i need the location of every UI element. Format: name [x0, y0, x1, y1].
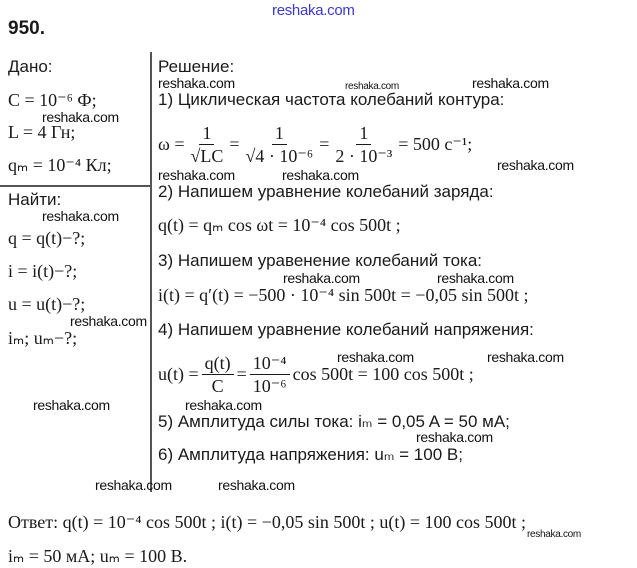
watermark: reshaka.com: [497, 157, 574, 173]
watermark: reshaka.com: [158, 75, 235, 91]
voltage-formula: [158, 352, 474, 397]
step-1: 1) Циклическая частота колебаний контура:: [158, 90, 505, 109]
watermark: reshaka.com: [283, 270, 360, 286]
step-5: 5) Амплитуда силы тока: iₘ = 0,05 A = 50 мА;: [158, 412, 510, 431]
answer-line-1: Ответ: q(t) = 10⁻⁴ cos 500t ; i(t) = −0,05 sin 500t ; u(t) = 100 cos 500t ;: [8, 512, 526, 532]
numerator: 1: [199, 122, 214, 145]
equals: =: [319, 134, 330, 154]
charge-equation: q(t) = qₘ cos ωt = 10⁻⁴ cos 500t ;: [158, 215, 401, 235]
denominator: C: [211, 376, 224, 396]
numerator: 10⁻⁴: [250, 352, 290, 375]
site-watermark-header: reshaka.com: [272, 2, 355, 19]
equals: =: [229, 134, 240, 154]
denominator: 10⁻⁶: [252, 376, 287, 396]
step-6: 6) Амплитуда напряжения: uₘ = 100 В;: [158, 445, 463, 464]
step-4: 4) Напишем уравнение колебаний напряжения:: [158, 320, 534, 339]
denominator: √LC: [190, 146, 224, 166]
current-equation: i(t) = q′(t) = −500 · 10⁻⁴ sin 500t = −0,05 sin 500t ;: [158, 285, 529, 305]
watermark: reshaka.com: [42, 109, 119, 125]
fraction: [202, 352, 234, 397]
watermark: reshaka.com: [70, 313, 147, 329]
problem-number: 950.: [8, 18, 45, 39]
solution-heading: Решение:: [158, 57, 235, 76]
voltage-lhs: u(t) =: [158, 364, 199, 384]
given-charge-amplitude: qₘ = 10⁻⁴ Кл;: [8, 155, 112, 175]
watermark: reshaka.com: [282, 167, 359, 183]
numerator: 1: [272, 122, 287, 145]
omega-formula: [158, 122, 472, 167]
find-charge: q = q(t)−?;: [8, 228, 86, 248]
step-2: 2) Напишем уравнение колебаний заряда:: [158, 182, 494, 201]
find-amplitudes: iₘ; uₘ−?;: [8, 328, 78, 348]
equals: =: [236, 364, 247, 384]
watermark: reshaka.com: [218, 477, 295, 493]
find-voltage: u = u(t)−?;: [8, 294, 86, 314]
watermark: reshaka.com: [416, 429, 493, 445]
given-capacitance: C = 10⁻⁶ Ф;: [8, 90, 97, 110]
answer-line-2: iₘ = 50 мА; uₘ = 100 В.: [8, 546, 188, 566]
voltage-result: cos 500t = 100 cos 500t ;: [292, 364, 474, 384]
given-inductance: L = 4 Гн;: [8, 122, 76, 142]
watermark: reshaka.com: [487, 349, 564, 365]
watermark: reshaka.com: [185, 397, 262, 413]
watermark: reshaka.com: [95, 477, 172, 493]
given-find-divider: [0, 185, 151, 187]
given-heading: Дано:: [8, 57, 53, 76]
step-3: 3) Напишем уравенение колебаний тока:: [158, 251, 483, 270]
denominator: √4 · 10⁻⁶: [245, 146, 314, 166]
watermark: reshaka.com: [437, 270, 514, 286]
watermark: reshaka.com: [42, 208, 119, 224]
column-divider: [150, 52, 152, 492]
watermark: reshaka.com: [33, 397, 110, 413]
denominator: 2 · 10⁻³: [335, 146, 393, 166]
fraction: [250, 352, 290, 397]
watermark: reshaka.com: [337, 349, 414, 365]
find-current: i = i(t)−?;: [8, 261, 78, 281]
watermark: reshaka.com: [527, 529, 581, 540]
omega-lhs: ω =: [158, 134, 185, 154]
find-heading: Найти:: [8, 190, 62, 209]
omega-result: = 500 с⁻¹;: [398, 134, 473, 154]
watermark: reshaka.com: [158, 167, 235, 183]
watermark: reshaka.com: [345, 81, 399, 92]
numerator: q(t): [202, 352, 234, 375]
watermark: reshaka.com: [472, 75, 549, 91]
numerator: 1: [356, 122, 371, 145]
fraction: [332, 122, 395, 167]
fraction: [243, 122, 317, 167]
fraction: [188, 122, 227, 167]
